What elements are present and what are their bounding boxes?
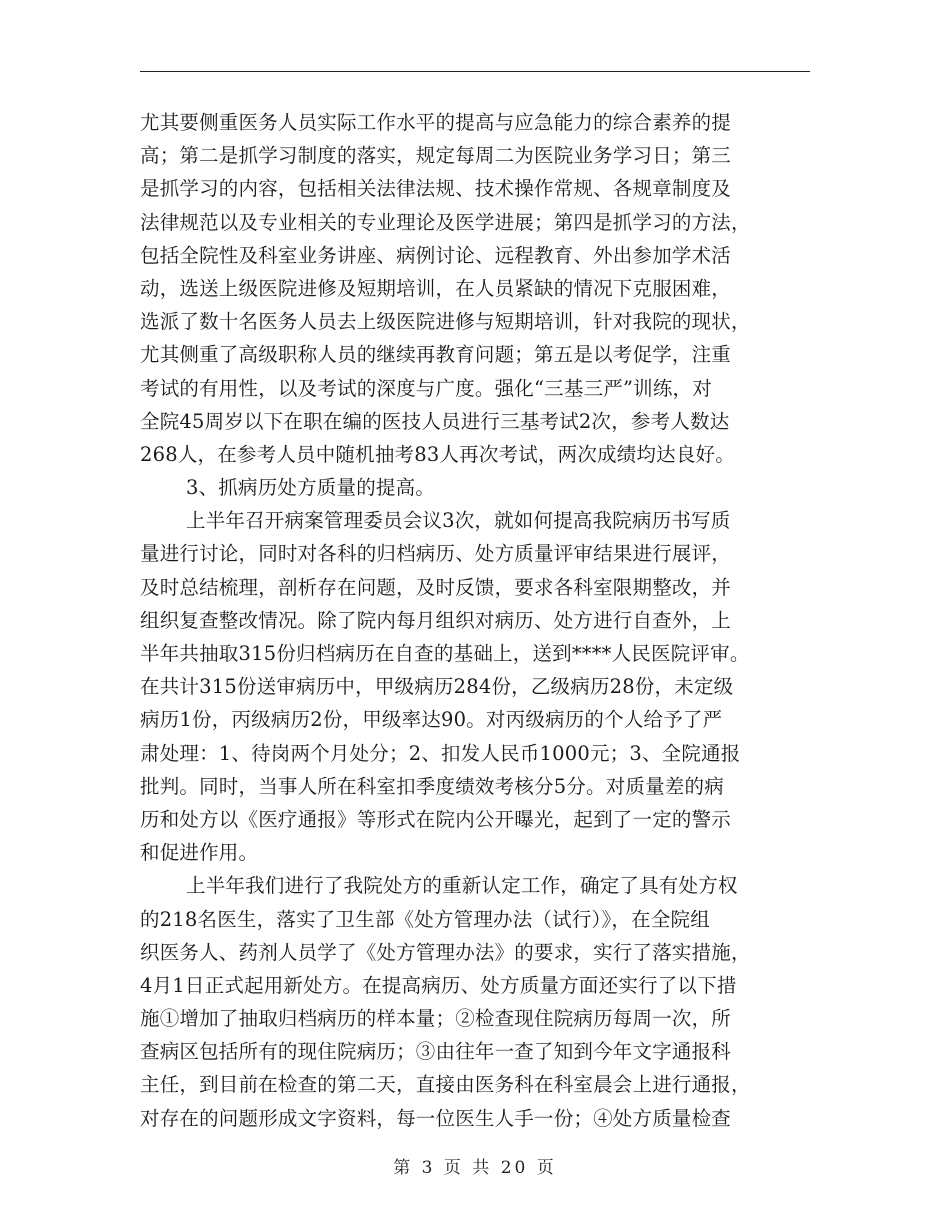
text-line: 上半年我们进行了我院处方的重新认定工作，确定了具有处方权 — [186, 874, 738, 898]
text-line: 3、抓病历处方质量的提高。 — [186, 476, 436, 500]
text-line: 考试的有用性，以及考试的深度与广度。强化“三基三严”训练，对 — [140, 376, 712, 400]
text-line: 法律规范以及专业相关的专业理论及医学进展；第四是抓学习的方法， — [140, 210, 751, 234]
text-line: 组织复查整改情况。除了院内每月组织对病历、处方进行自查外，上 — [140, 608, 732, 632]
text-line: 的218名医生，落实了卫生部《处方管理办法（试行）》，在全院组 — [140, 907, 710, 931]
text-line: 查病区包括所有的现住院病历；③由往年一查了知到今年文字通报科 — [140, 1040, 732, 1064]
text-line: 肃处理：1、待岗两个月处分；2、扣发人民币1000元；3、全院通报 — [140, 741, 741, 765]
text-line: 4月1日正式起用新处方。在提高病历、处方质量方面还实行了以下措 — [140, 973, 737, 997]
page-footer: 第 3 页 共 20 页 — [393, 1158, 557, 1178]
header-rule — [140, 71, 810, 72]
text-line: 动，选送上级医院进修及短期培训，在人员紧缺的情况下克服困难， — [140, 276, 732, 300]
text-line: 是抓学习的内容，包括相关法律法规、技术操作常规、各规章制度及 — [140, 177, 732, 201]
text-line: 对存在的问题形成文字资料，每一位医生人手一份；④处方质量检查 — [140, 1106, 732, 1130]
text-line: 批判。同时，当事人所在科室扣季度绩效考核分5分。对质量差的病 — [140, 774, 724, 798]
text-line: 全院45周岁以下在职在编的医技人员进行三基考试2次，参考人数达 — [140, 409, 730, 433]
text-line: 268人，在参考人员中随机抽考83人再次考试，两次成绩均达良好。 — [140, 442, 735, 466]
text-line: 在共计315份送审病历中，甲级病历284份，乙级病历28份，未定级 — [140, 675, 734, 699]
text-line: 高；第二是抓学习制度的落实，规定每周二为医院业务学习日；第三 — [140, 144, 732, 168]
text-line: 和促进作用。 — [140, 841, 259, 865]
text-line: 施①增加了抽取归档病历的样本量；②检查现住院病历每周一次，所 — [140, 1007, 732, 1031]
text-line: 尤其侧重了高级职称人员的继续再教育问题；第五是以考促学，注重 — [140, 343, 732, 367]
text-line: 半年共抽取315份归档病历在自查的基础上，送到****人民医院评审。 — [140, 642, 750, 665]
text-line: 历和处方以《医疗通报》等形式在院内公开曝光，起到了一定的警示 — [140, 807, 732, 831]
document-body — [140, 106, 810, 1135]
text-line: 包括全院性及科室业务讲座、病例讨论、远程教育、外出参加学术活 — [140, 243, 732, 267]
text-line: 病历1份，丙级病历2份，甲级率达90。对丙级病历的个人给予了严 — [140, 708, 723, 732]
text-line: 量进行讨论，同时对各科的归档病历、处方质量评审结果进行展评， — [140, 542, 732, 566]
text-line: 尤其要侧重医务人员实际工作水平的提高与应急能力的综合素养的提 — [140, 111, 732, 134]
text-line: 主任，到目前在检查的第二天，直接由医务科在科室晨会上进行通报， — [140, 1073, 751, 1097]
text-line: 上半年召开病案管理委员会议3次，就如何提高我院病历书写质 — [186, 509, 731, 533]
text-line: 织医务人、药剂人员学了《处方管理办法》的要求，实行了落实措施， — [140, 940, 751, 964]
text-line: 选派了数十名医务人员去上级医院进修与短期培训，针对我院的现状， — [140, 310, 751, 334]
text-line: 及时总结梳理，剖析存在问题，及时反馈，要求各科室限期整改，并 — [140, 575, 732, 599]
